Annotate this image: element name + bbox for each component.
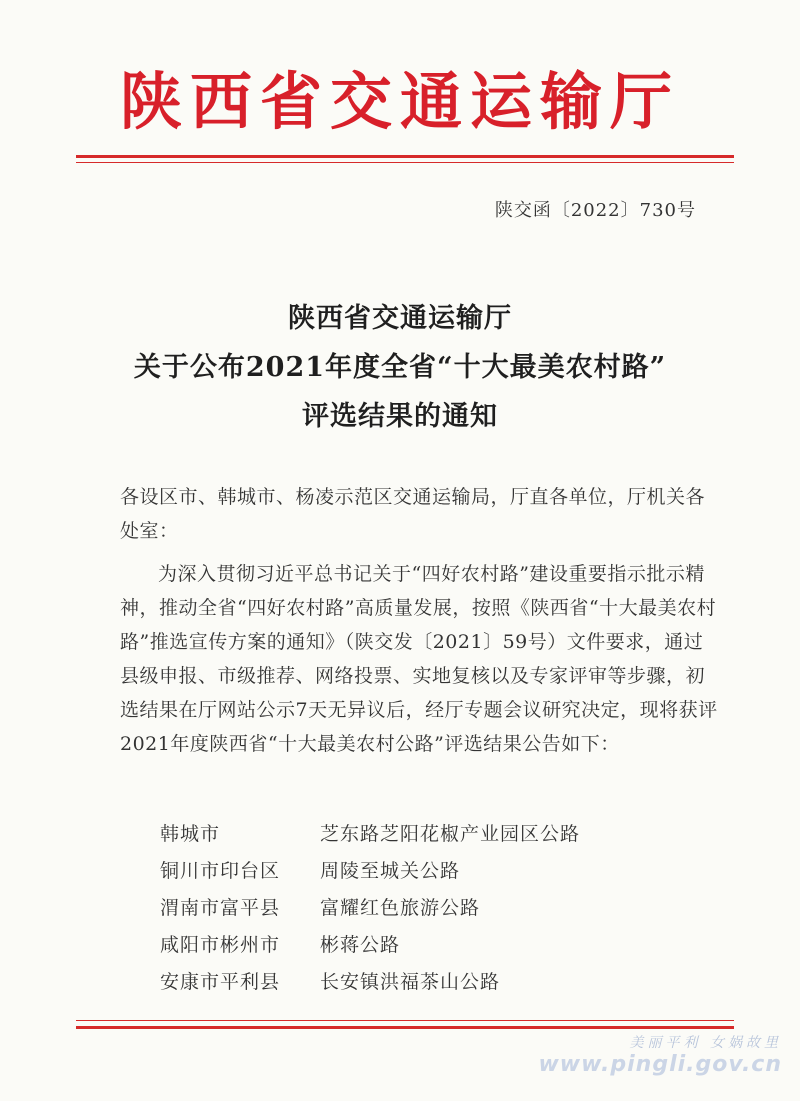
- results-list: [160, 816, 720, 1001]
- org-masthead: 陕西省交通运输厅: [119, 65, 680, 138]
- header-red-rule-thin: [76, 162, 734, 163]
- title-line-1: 陕西省交通运输厅: [288, 303, 512, 334]
- result-road: 周陵至城关公路: [320, 860, 461, 882]
- list-item: [160, 927, 720, 964]
- result-city: 渭南市富平县: [160, 897, 281, 919]
- result-city: 铜川市印台区: [160, 860, 281, 882]
- site-watermark: [538, 1032, 782, 1077]
- list-item: [160, 853, 720, 890]
- footer-red-rule-thin: [76, 1020, 734, 1021]
- result-city: 咸阳市彬州市: [160, 934, 281, 956]
- result-city: 韩城市: [160, 823, 221, 845]
- result-city: 安康市平利县: [160, 971, 281, 993]
- result-road: 富耀红色旅游公路: [320, 897, 481, 919]
- result-road: 芝东路芝阳花椒产业园区公路: [320, 823, 581, 845]
- watermark-slogan: 美丽平利 女娲故里: [629, 1035, 782, 1051]
- list-item: [160, 964, 720, 1001]
- main-paragraph: 为深入贯彻习近平总书记关于“四好农村路”建设重要指示批示精神，推动全省“四好农村路”高质量发展，按照《陕西省“十大最美农村路”推选宣传方案的通知》（陕交发〔2021〕59号）文件要求，通过县级申报、市级推荐、网络投票、实地复核以及专家评审等步骤，初选结果在厅网站公示7天无异议后，经厅专题会议研究决定，现将获评2021年度陕西省“十大最美农村公路”评选结果公告如下：: [120, 563, 718, 755]
- recipients-paragraph: 各设区市、韩城市、杨凌示范区交通运输局，厅直各单位，厅机关各处室：: [120, 486, 706, 542]
- title-line-2: 关于公布2021年度全省“十大最美农村路”: [133, 352, 667, 383]
- title-line-3: 评选结果的通知: [302, 401, 498, 432]
- list-item: [160, 816, 720, 853]
- footer-red-rule-thick: [76, 1026, 734, 1029]
- result-road: 长安镇洪福茶山公路: [320, 971, 501, 993]
- result-road: 彬蒋公路: [320, 934, 401, 956]
- document-number: 陕交函〔2022〕730号: [494, 200, 696, 221]
- header-red-rule-thick: [76, 155, 734, 158]
- watermark-url: www.pingli.gov.cn: [538, 1052, 782, 1077]
- list-item: [160, 890, 720, 927]
